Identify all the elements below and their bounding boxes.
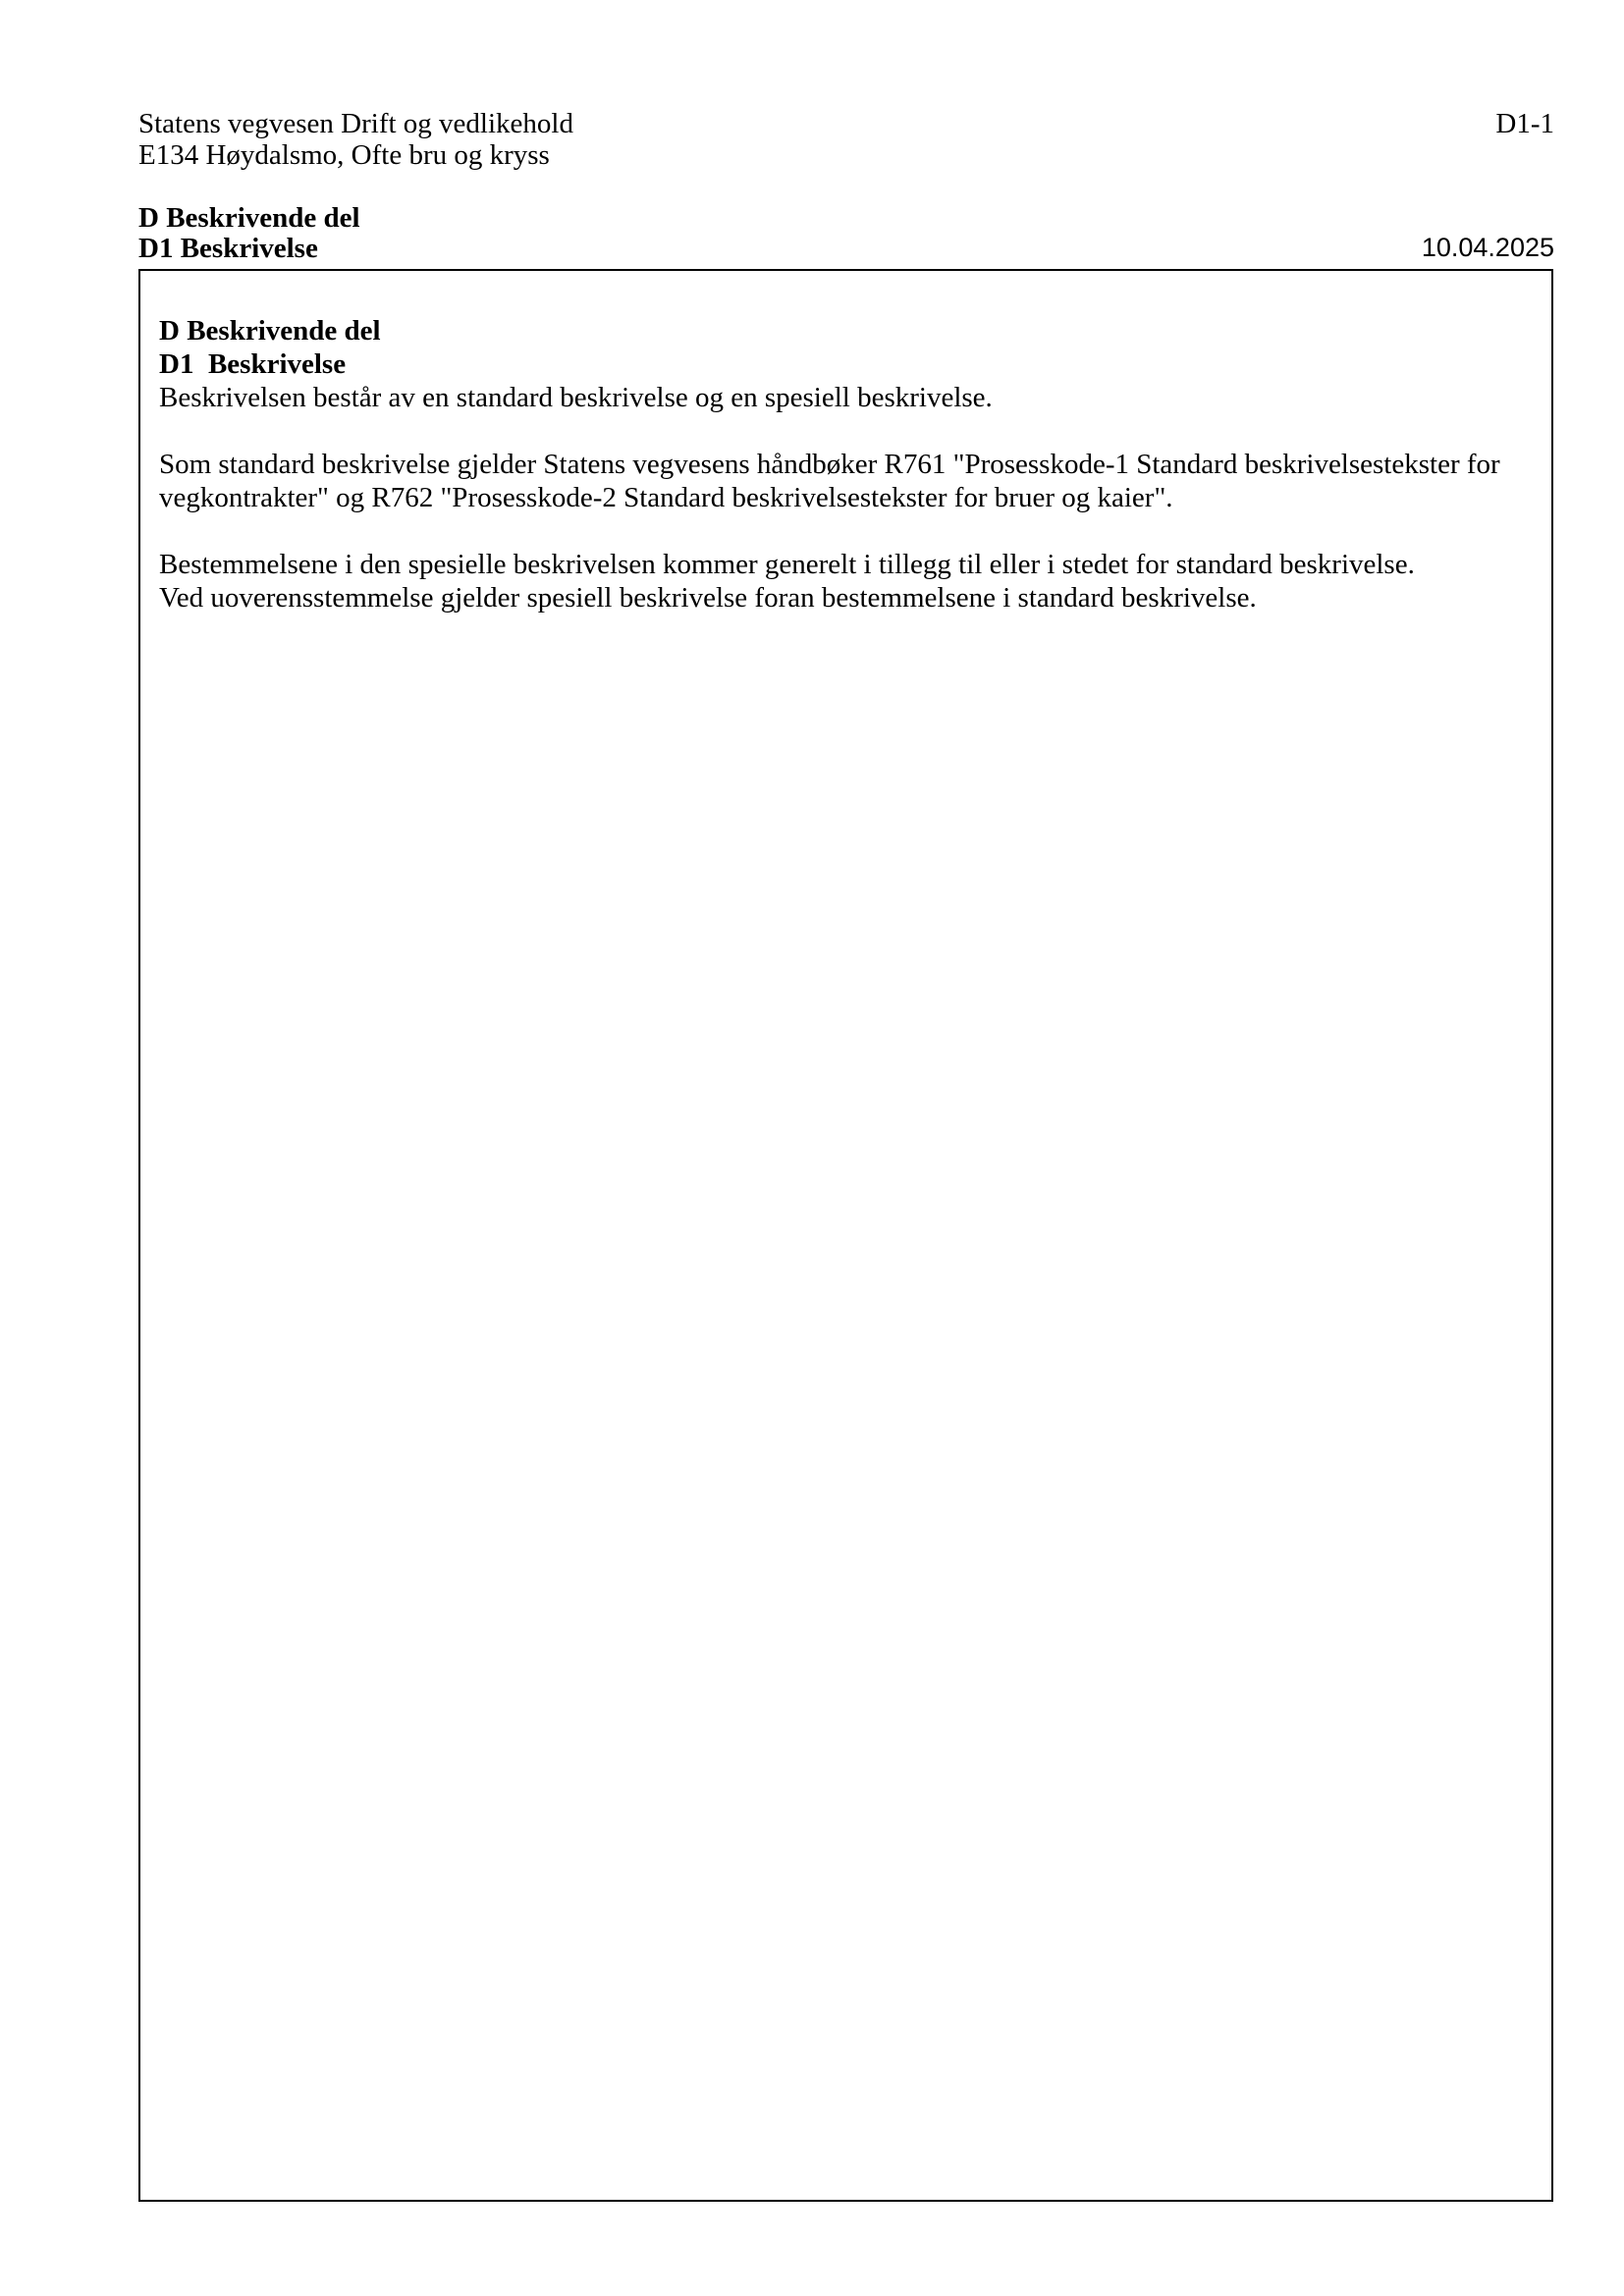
content-heading-subsection: D1 Beskrivelse (159, 348, 347, 380)
subsection-title: D1 Beskrivelse (138, 233, 318, 264)
document-date: 10.04.2025 (1421, 233, 1554, 262)
content-body (159, 314, 1534, 614)
special-description-paragraph-line-1: Bestemmelsene i den spesielle beskrivelsen kommer generelt i tillegg til eller i stedet for standard beskrivelse. (159, 549, 1415, 580)
intro-paragraph: Beskrivelsen består av en standard beskrivelse og en spesiell beskrivelse. (159, 382, 993, 413)
section-title: D Beskrivende del (138, 202, 360, 234)
project-name: E134 Høydalsmo, Ofte bru og kryss (138, 139, 550, 171)
special-description-paragraph-line-2: Ved uoverensstemmelse gjelder spesiell beskrivelse foran bestemmelsene i standard beskrivelse. (159, 582, 1257, 614)
content-frame (138, 269, 1553, 2202)
page-reference: D1-1 (1495, 108, 1554, 139)
content-heading-section: D Beskrivende del (159, 315, 381, 347)
organization-name: Statens vegvesen Drift og vedlikehold (138, 108, 573, 139)
standard-description-paragraph: Som standard beskrivelse gjelder Statens vegvesens håndbøker R761 "Prosesskode-1 Standard beskrivelsestekster for vegkontrakter" og R762 "Prosesskode-2 Standard beskrivelsestekster for bruer og kaier". (159, 449, 1500, 513)
